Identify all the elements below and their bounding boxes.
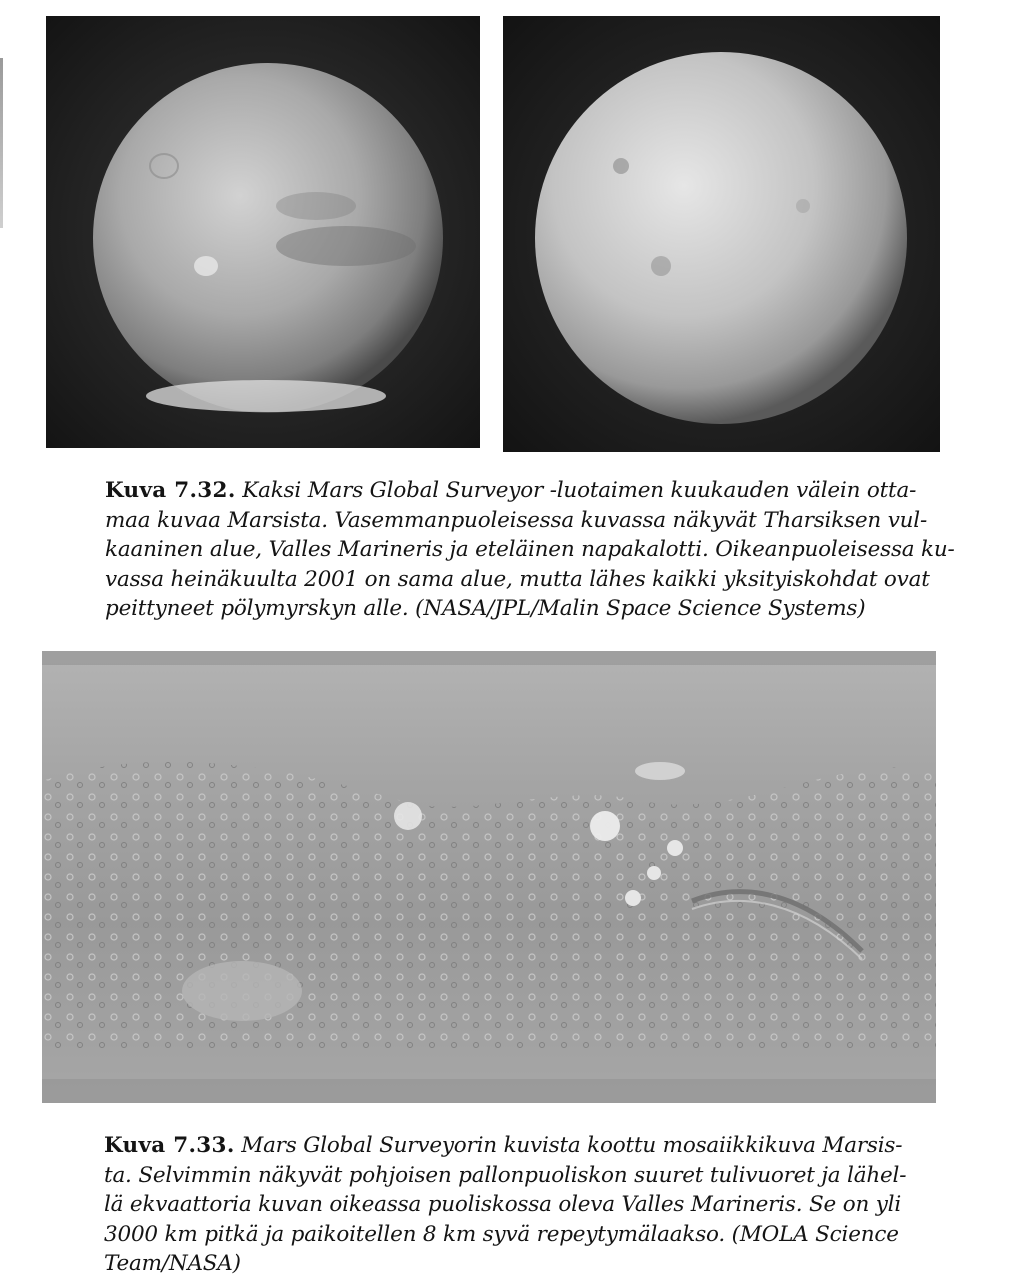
caption-line: kaaninen alue, Valles Marineris ja eteläinen napakalotti. Oikeanpuoleisessa ku- bbox=[105, 537, 955, 562]
caption-line: maa kuvaa Marsista. Vasemmanpuoleisessa kuvassa näkyvät Tharsiksen vul- bbox=[105, 507, 928, 533]
caption-line: Team/NASA) bbox=[104, 1251, 241, 1276]
caption-line: 3000 km pitkä ja paikoitellen 8 km syvä repeytymälaakso. (MOLA Science bbox=[104, 1221, 899, 1247]
mars-photo-clear bbox=[46, 16, 480, 448]
caption-line: lä ekvaattoria kuvan oikeassa puoliskossa oleva Valles Marineris. Se on yli bbox=[104, 1192, 902, 1217]
figure-7-32-caption bbox=[105, 476, 955, 624]
mars-photo-dust-storm bbox=[503, 16, 940, 452]
caption-line: Kaksi Mars Global Surveyor -luotaimen kuukauden välein otta- bbox=[242, 478, 917, 503]
caption-line: vassa heinäkuulta 2001 on sama alue, mutta lähes kaikki yksityiskohdat ovat bbox=[105, 566, 930, 592]
figure-7-33-caption bbox=[104, 1131, 907, 1279]
figure-7-33-label: Kuva 7.33. bbox=[104, 1133, 235, 1158]
mars-mosaic-map bbox=[42, 651, 936, 1103]
caption-line: peittyneet pölymyrskyn alle. (NASA/JPL/Malin Space Science Systems) bbox=[105, 596, 866, 621]
scan-edge-shadow bbox=[0, 58, 3, 228]
caption-line: Mars Global Surveyorin kuvista koottu mosaiikkikuva Marsis- bbox=[241, 1133, 903, 1158]
caption-line: ta. Selvimmin näkyvät pohjoisen pallonpuoliskon suuret tulivuoret ja lähel- bbox=[104, 1162, 907, 1188]
figure-7-32-label: Kuva 7.32. bbox=[105, 478, 236, 503]
